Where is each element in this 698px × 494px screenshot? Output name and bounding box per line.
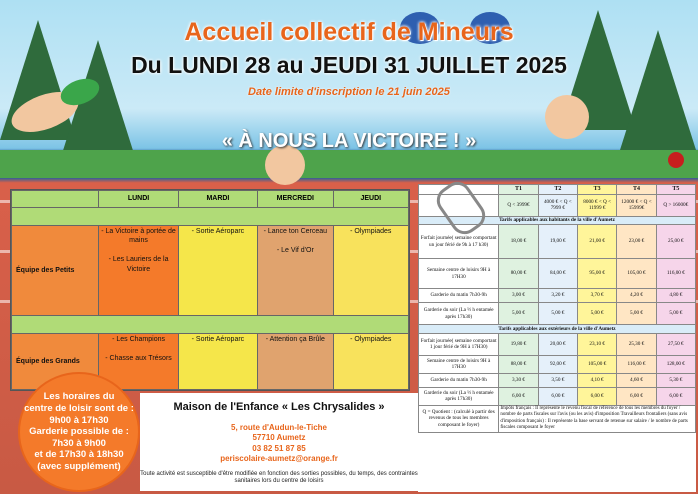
table-row (419, 373, 696, 387)
ball-illustration (668, 152, 684, 168)
tier-range: 4000 € < Q < 7999 € (538, 194, 577, 216)
price-cell: 5,00 € (617, 303, 656, 325)
opening-hours-bubble (20, 374, 138, 490)
activity-cell: - Sortie Aéroparc (178, 226, 257, 316)
col-header-lundi: LUNDI (99, 191, 178, 208)
hours-line: Garderie possible de : (29, 426, 129, 438)
slogan: « À NOUS LA VICTOIRE ! » (221, 130, 477, 152)
price-cell: 5,30 € (656, 373, 695, 387)
table-row (419, 259, 696, 289)
col-header-jeudi: JEUDI (333, 191, 408, 208)
price-cell: 4,20 € (617, 289, 656, 303)
price-cell: 95,00 € (577, 259, 616, 289)
tier-range: Q < 3999€ (499, 194, 538, 216)
table-row (419, 355, 696, 373)
price-cell: 92,00 € (538, 355, 577, 373)
quotient-explanation: Impôts français : Il représente le revenu fiscal de référence de tous les membres du foyer / nombre de parts fiscales sur l'avis (ou les avis) d'imposition Travailleurs frontaliers (sans avis d'imposition français) : Il représente la base servant de retenue sur salaire / le nombre de parts fiscales composant le foyer (499, 405, 696, 432)
tier-header: T4 (617, 185, 656, 195)
price-cell: 20,00 € (538, 333, 577, 355)
hours-line: (avec supplément) (37, 460, 121, 472)
price-cell: 116,00 € (617, 355, 656, 373)
phone-number: 03 82 51 87 85 (252, 443, 306, 453)
table-row (12, 226, 409, 316)
hours-line: 7h30 à 9h00 (52, 437, 106, 449)
table-row (419, 333, 696, 355)
price-label: Garderie du soir (La ½ h entamée après 17h30) (419, 303, 499, 325)
price-cell: 84,00 € (538, 259, 577, 289)
venue-name: Maison de l'Enfance « Les Chrysalides » (173, 401, 385, 413)
price-label: Garderie du matin 7h30-9h (419, 373, 499, 387)
price-cell: 5,00 € (538, 303, 577, 325)
price-cell: 6,00 € (538, 387, 577, 405)
price-label: Garderie du matin 7h30-9h (419, 289, 499, 303)
activity-cell: - Attention ça Brûle (258, 333, 333, 389)
price-cell: 19,80 € (499, 333, 538, 355)
price-cell: 5,00 € (656, 303, 695, 325)
activity-cell: - Lance ton Cerceau - Le Vif d'Or (258, 226, 333, 316)
price-cell: 3,30 € (499, 373, 538, 387)
price-cell: 128,00 € (656, 355, 695, 373)
tier-range: Q > 16000€ (656, 194, 695, 216)
group-label-grands: Équipe des Grands (12, 333, 99, 389)
price-cell: 6,00 € (656, 387, 695, 405)
hours-line: et de 17h30 à 18h30 (34, 449, 124, 461)
price-cell: 88,00 € (499, 355, 538, 373)
price-label: Semaine centre de loisirs 9H à 17H30 (419, 355, 499, 373)
registration-deadline: Date limite d'inscription le 21 juin 2025 (248, 86, 450, 98)
email-address: periscolaire-aumetz@orange.fr (220, 454, 338, 464)
price-cell: 23,00 € (617, 225, 656, 259)
disclaimer-note: Toute activité est susceptible d'être modifiée en fonction des sorties possibles, du temps, des contraintes sanitaires lors du centre de loisirs (140, 470, 418, 485)
price-cell: 3,20 € (538, 289, 577, 303)
price-cell: 6,00 € (617, 387, 656, 405)
activity-cell: - La Victoire à portée de mains - Les Lauriers de la Victoire (99, 226, 178, 316)
activity-cell: - Sortie Aéroparc (178, 333, 257, 389)
activity-cell: - Les Champions - Chasse aux Trésors (99, 333, 178, 389)
col-header-mardi: MARDI (178, 191, 257, 208)
table-row (419, 387, 696, 405)
price-cell: 4,80 € (656, 289, 695, 303)
table-row (419, 405, 696, 432)
tier-header: T2 (538, 185, 577, 195)
schedule-spacer (12, 315, 409, 333)
col-header-mercredi: MERCREDI (258, 191, 333, 208)
grass-field (0, 150, 698, 178)
activity-cell: - Olympiades (333, 333, 408, 389)
price-cell: 3,00 € (499, 289, 538, 303)
table-row (419, 303, 696, 325)
price-cell: 3,70 € (577, 289, 616, 303)
activity-cell: - Olympiades (333, 226, 408, 316)
tier-range: 8000 € < Q < 11999 € (577, 194, 616, 216)
section-external: Tarifs applicables aux extérieurs de la ville d'Aumetz (419, 325, 696, 334)
quotient-label: Q = Quotient : (calculé à partir des revenus de tous les membres composant le foyer) (419, 405, 499, 432)
tier-header: T1 (499, 185, 538, 195)
price-cell: 25,00 € (656, 225, 695, 259)
street-address: 5, route d'Audun-le-Tiche (231, 423, 327, 432)
price-cell: 21,00 € (577, 225, 616, 259)
weekly-schedule (10, 189, 410, 391)
hours-line: Les horaires du (43, 391, 115, 403)
price-cell: 6,00 € (577, 387, 616, 405)
price-cell: 105,00 € (577, 355, 616, 373)
price-cell: 6,00 € (499, 387, 538, 405)
price-cell: 4,10 € (577, 373, 616, 387)
price-label: Garderie du soir (La ½ h entamée après 17h30) (419, 387, 499, 405)
price-cell: 80,00 € (499, 259, 538, 289)
table-row (419, 289, 696, 303)
price-cell: 25,30 € (617, 333, 656, 355)
price-cell: 5,00 € (499, 303, 538, 325)
tier-header: T3 (577, 185, 616, 195)
hours-line: centre de loisir sont de : (24, 403, 134, 415)
hours-line: 9h00 à 17h30 (49, 414, 109, 426)
price-label: Semaine centre de loisirs 9H à 17H30 (419, 259, 499, 289)
date-range: Du LUNDI 28 au JEUDI 31 JUILLET 2025 (131, 52, 567, 78)
city: 57710 Aumetz (252, 433, 306, 443)
price-cell: 23,10 € (577, 333, 616, 355)
price-cell: 4,60 € (617, 373, 656, 387)
schedule-spacer (12, 208, 409, 226)
price-cell: 105,00 € (617, 259, 656, 289)
section-residents: Tarifs applicables aux habitants de la ville d'Aumetz (419, 216, 696, 225)
tier-range: 12000 € < Q < 15999€ (617, 194, 656, 216)
price-label: Forfait journée( semaine comportant 1 jour férié de 9H à 17H30) (419, 333, 499, 355)
price-cell: 19,00 € (538, 225, 577, 259)
group-label-petits: Équipe des Petits (12, 226, 99, 316)
price-label: Forfait journée( semaine comportant un jour férié de 9h à 17 h30) (419, 225, 499, 259)
price-cell: 116,00 € (656, 259, 695, 289)
tier-header: T5 (656, 185, 695, 195)
address-panel (140, 393, 418, 491)
page-title: Accueil collectif de Mineurs (184, 18, 514, 46)
price-cell: 18,00 € (499, 225, 538, 259)
price-cell: 3,50 € (538, 373, 577, 387)
price-cell: 27,50 € (656, 333, 695, 355)
price-cell: 5,00 € (577, 303, 616, 325)
schedule-corner (12, 191, 99, 208)
